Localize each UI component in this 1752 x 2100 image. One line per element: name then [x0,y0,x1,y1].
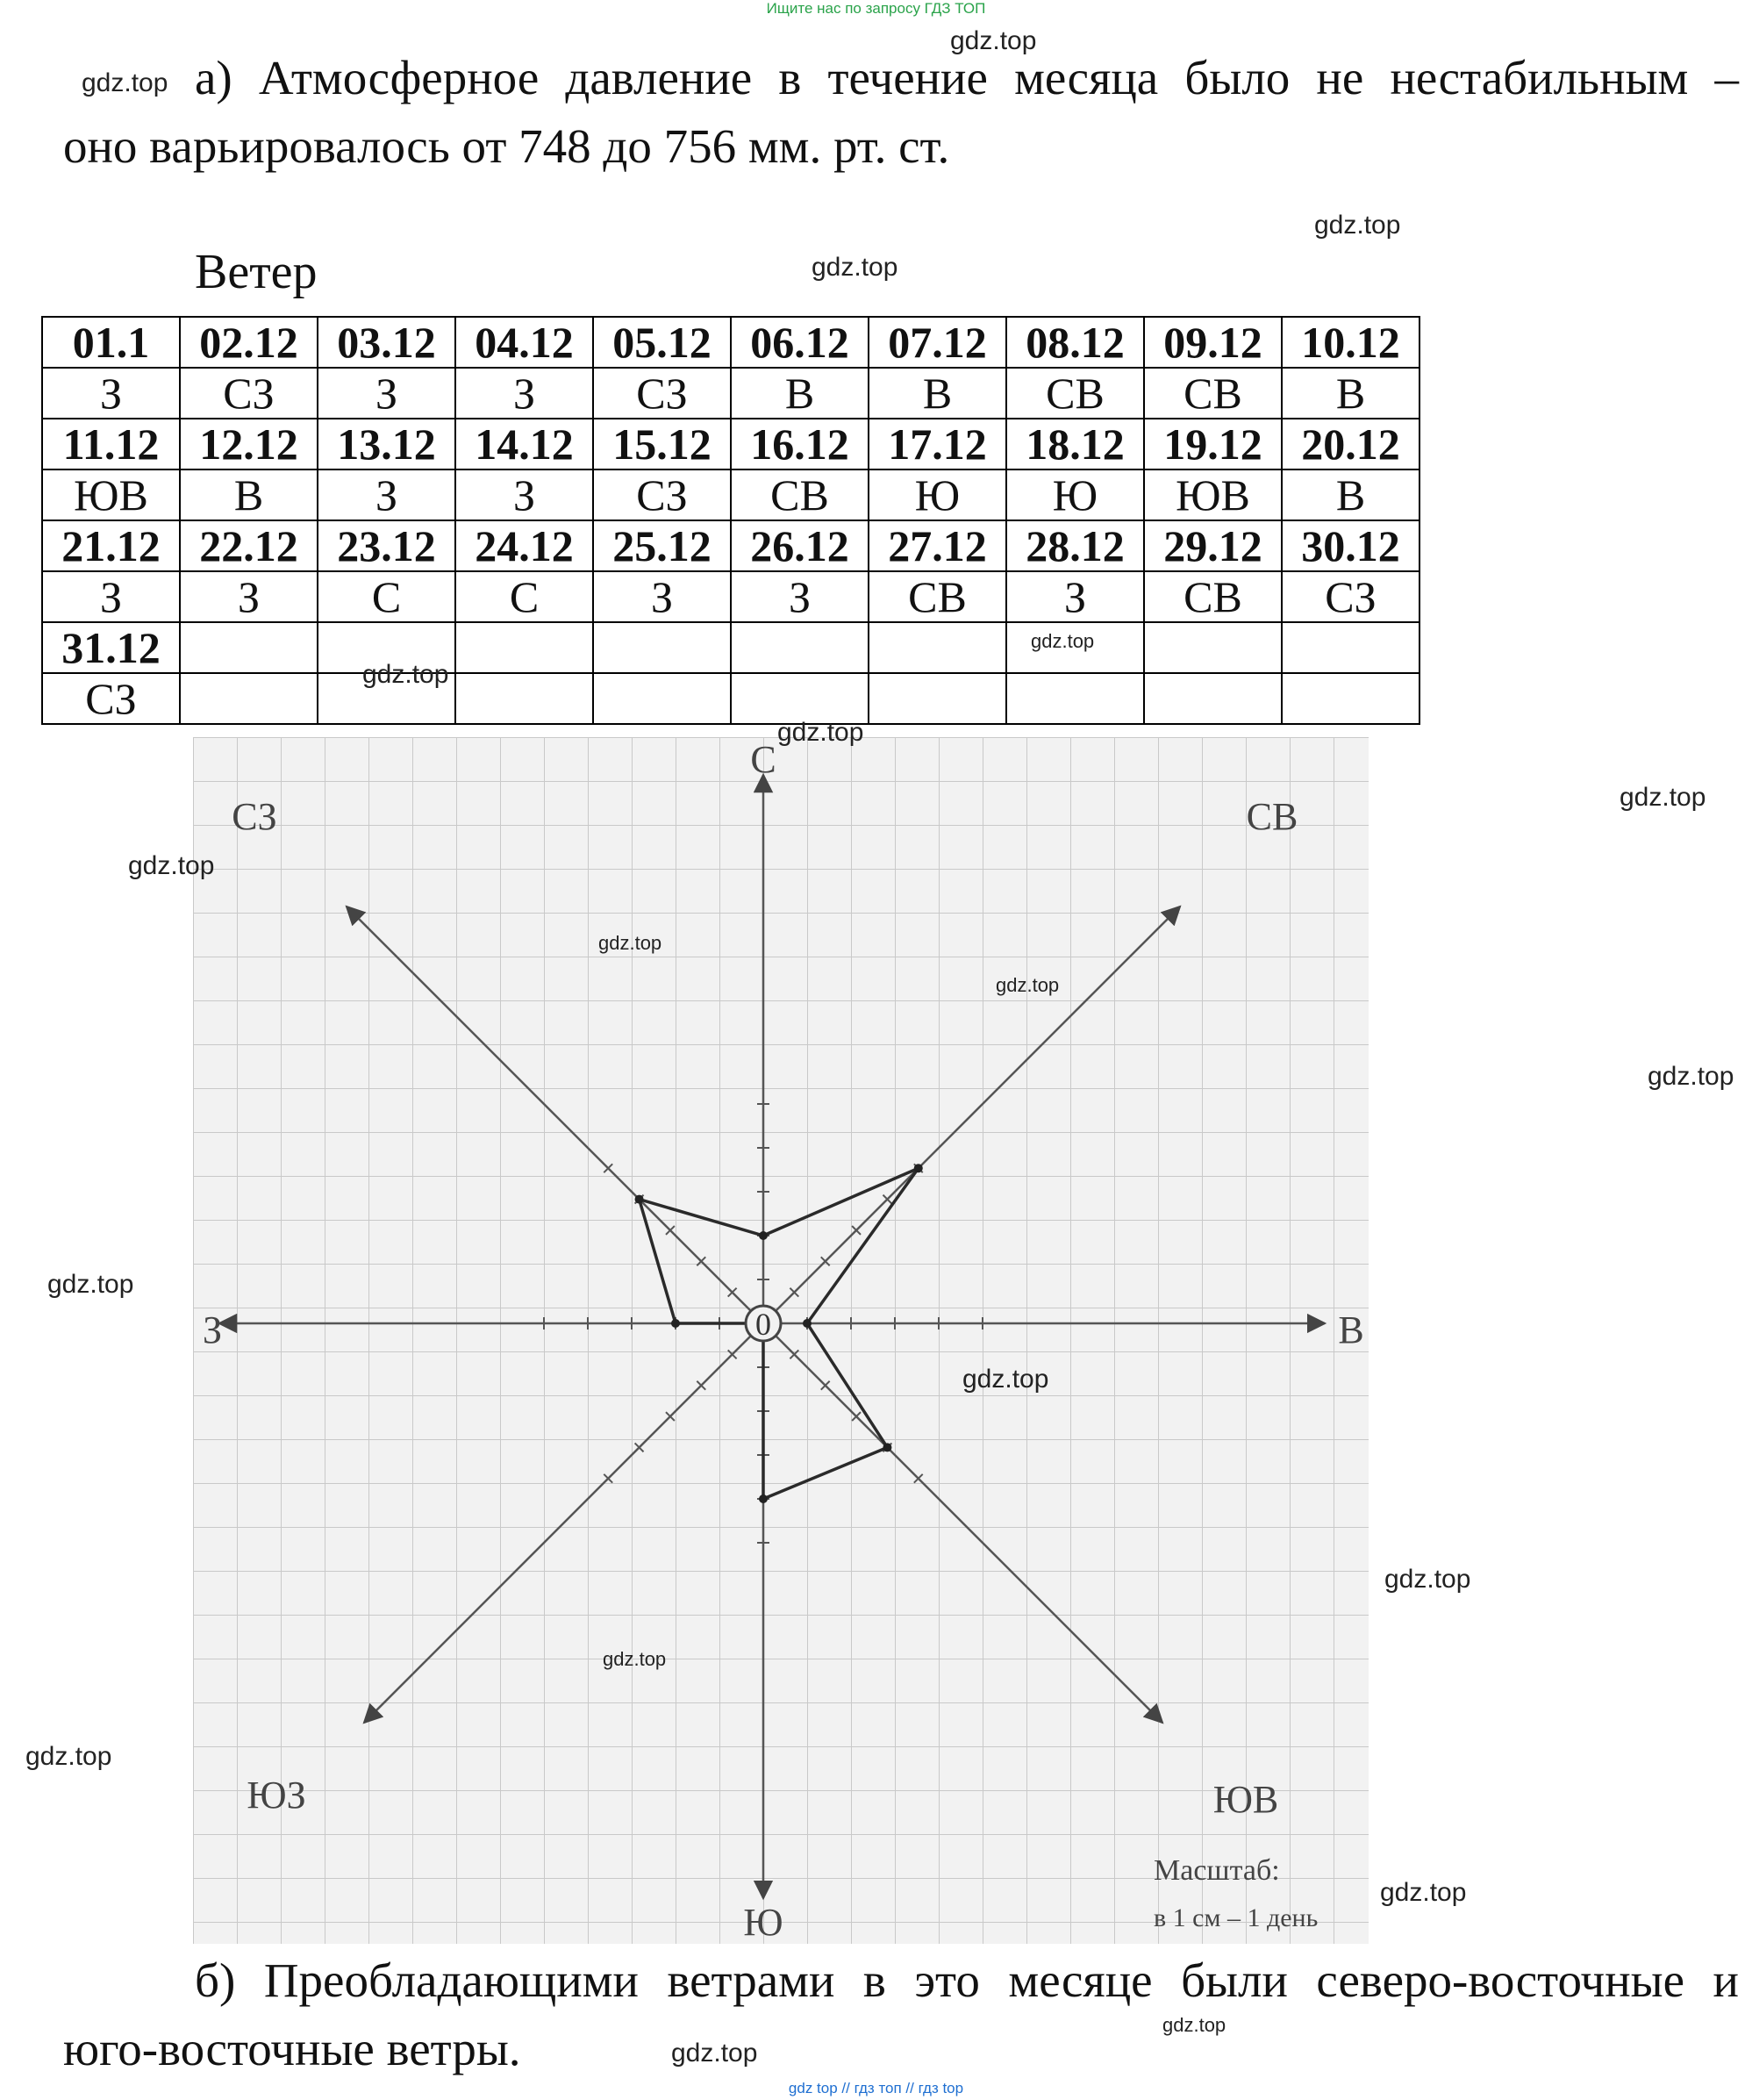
wind-table-direction-row [42,673,1419,724]
axis-label-s: Ю [743,1901,783,1944]
watermark[interactable]: gdz.top [47,1270,134,1299]
wind-table-date-cell: 29.12 [1144,520,1282,571]
wind-table-date-cell [731,622,869,673]
watermark[interactable]: gdz.top [362,660,449,689]
wind-table-direction-cell: СЗ [180,368,318,419]
watermark[interactable]: gdz.top [777,718,864,747]
wind-table-direction-cell: З [455,368,593,419]
center-label: 0 [755,1307,771,1342]
wind-table-direction-cell: В [1282,469,1419,520]
axis-label-ne: СВ [1246,795,1298,838]
wind-table-date-cell: 11.12 [42,419,180,469]
wind-table-date-cell [593,622,731,673]
wind-table-direction-cell [869,673,1006,724]
watermark[interactable]: gdz.top [1380,1878,1467,1907]
part-a-paragraph [63,44,1739,181]
wind-table-date-cell [455,622,593,673]
wind-table-direction-cell: З [180,571,318,622]
wind-rose-point-ne [914,1164,923,1172]
wind-table-direction-cell: З [318,469,455,520]
axis-label-nw: СЗ [232,795,277,838]
wind-table-direction-cell [1282,673,1419,724]
wind-rose-point-w [671,1319,680,1328]
watermark[interactable]: gdz.top [812,253,898,282]
watermark[interactable]: gdz.top [598,932,662,954]
wind-table-date-cell: 31.12 [42,622,180,673]
wind-table-direction-cell: В [869,368,1006,419]
axis-label-se: ЮВ [1212,1778,1279,1821]
part-b-paragraph [63,1946,1739,2083]
wind-table-date-cell: 14.12 [455,419,593,469]
watermark[interactable]: gdz.top [1384,1565,1471,1594]
wind-table-direction-cell [1006,673,1144,724]
scale-value: в 1 см – 1 день [1154,1903,1319,1932]
wind-table-date-cell: 02.12 [180,317,318,368]
wind-table-direction-cell: СЗ [42,673,180,724]
wind-table-date-cell: 04.12 [455,317,593,368]
wind-table-direction-cell: Ю [869,469,1006,520]
wind-table-date-cell: 01.1 [42,317,180,368]
wind-table-direction-cell: С [455,571,593,622]
wind-table-date-cell: 30.12 [1282,520,1419,571]
wind-table-direction-cell: С [318,571,455,622]
wind-rose-chart [193,737,1369,1944]
wind-rose-point-se [883,1443,891,1451]
watermark[interactable]: gdz.top [82,68,168,97]
wind-table-direction-row [42,571,1419,622]
bottom-banner[interactable]: gdz top // гдз топ // гдз top [788,2080,964,2096]
wind-table-direction-cell [455,673,593,724]
axis-label-e: В [1338,1308,1364,1351]
scale-label: Масштаб: [1154,1854,1280,1887]
watermark[interactable]: gdz.top [1314,211,1401,240]
wind-table-date-cell: 15.12 [593,419,731,469]
wind-table-direction-cell: З [593,571,731,622]
wind-table-direction-cell: В [180,469,318,520]
watermark[interactable]: gdz.top [1620,783,1706,812]
wind-table-direction-cell: З [42,571,180,622]
wind-table-direction-cell [180,673,318,724]
watermark[interactable]: gdz.top [1648,1062,1734,1091]
wind-table-date-cell: 16.12 [731,419,869,469]
wind-rose-point-nw [635,1195,644,1204]
wind-table [41,316,1420,725]
wind-table-date-cell: 20.12 [1282,419,1419,469]
wind-table-date-cell: 23.12 [318,520,455,571]
part-b-line-2: юго-восточные ветры. [63,2022,521,2075]
wind-table-date-cell: 05.12 [593,317,731,368]
wind-table-direction-cell: СВ [1144,571,1282,622]
wind-table-date-cell: 13.12 [318,419,455,469]
watermark[interactable]: gdz.top [1162,2014,1226,2036]
wind-table-date-row [42,520,1419,571]
axis-label-w: З [202,1308,223,1351]
wind-table-date-row [42,317,1419,368]
part-a-line-1: а) Атмосферное давление в течение месяца было не нестабильным – [195,51,1739,104]
wind-table-direction-cell: Ю [1006,469,1144,520]
wind-table-direction-cell: СЗ [593,469,731,520]
wind-table-date-cell [1282,622,1419,673]
wind-table-date-cell: 12.12 [180,419,318,469]
wind-table-direction-cell: СВ [731,469,869,520]
wind-table-direction-row [42,368,1419,419]
wind-table-date-cell [180,622,318,673]
watermark[interactable]: gdz.top [671,2039,758,2068]
wind-table-date-cell: 26.12 [731,520,869,571]
wind-table-direction-cell: З [1006,571,1144,622]
wind-table-title: Ветер [195,245,318,299]
wind-table-direction-cell: З [455,469,593,520]
watermark[interactable]: gdz.top [128,851,215,880]
wind-table-direction-cell: СВ [1144,368,1282,419]
watermark[interactable]: gdz.top [996,974,1060,996]
wind-table-date-cell [869,622,1006,673]
axis-label-sw: ЮЗ [247,1774,306,1817]
watermark[interactable]: gdz.top [25,1742,112,1771]
wind-table-date-cell: 06.12 [731,317,869,368]
wind-table-direction-cell [1144,673,1282,724]
watermark[interactable]: gdz.top [950,26,1037,55]
wind-table-direction-cell [731,673,869,724]
wind-table-date-cell: 25.12 [593,520,731,571]
wind-rose-point-e [803,1319,812,1328]
part-b-line-1: б) Преобладающими ветрами в это месяце были северо-восточные и [195,1953,1739,2007]
wind-table-date-cell: 21.12 [42,520,180,571]
wind-table-direction-cell: СВ [1006,368,1144,419]
top-banner[interactable]: Ищите нас по запросу ГДЗ ТОП [766,0,986,17]
wind-table-direction-row [42,469,1419,520]
wind-table-direction-cell: В [1282,368,1419,419]
wind-table-date-cell [1144,622,1282,673]
wind-table-direction-cell [593,673,731,724]
wind-table-direction-cell: З [42,368,180,419]
wind-table-date-row [42,622,1419,673]
wind-table-date-cell: 24.12 [455,520,593,571]
wind-table-date-row [42,419,1419,469]
wind-table-date-cell: 07.12 [869,317,1006,368]
wind-table-date-cell: 28.12 [1006,520,1144,571]
wind-table-direction-cell: СЗ [593,368,731,419]
wind-table-direction-cell: ЮВ [1144,469,1282,520]
wind-table-date-cell: 17.12 [869,419,1006,469]
wind-table-date-cell: 27.12 [869,520,1006,571]
wind-table-date-cell: 09.12 [1144,317,1282,368]
wind-table-date-cell: 18.12 [1006,419,1144,469]
wind-rose [193,737,1369,1944]
wind-table-direction-cell: З [318,368,455,419]
wind-table-date-cell: 08.12 [1006,317,1144,368]
axis-label-n: С [750,738,776,781]
wind-table-date-cell: 03.12 [318,317,455,368]
wind-table-date-cell: 19.12 [1144,419,1282,469]
wind-table-direction-cell: В [731,368,869,419]
wind-rose-point-n [759,1231,768,1240]
wind-table-date-cell: 10.12 [1282,317,1419,368]
wind-table-direction-cell: СЗ [1282,571,1419,622]
watermark[interactable]: gdz.top [962,1365,1049,1394]
wind-table-direction-cell: СВ [869,571,1006,622]
watermark[interactable]: gdz.top [1031,630,1095,652]
part-a-line-2: оно варьировалось от 748 до 756 мм. рт. ст. [63,119,950,173]
wind-table-date-cell: 22.12 [180,520,318,571]
wind-rose-point-s [759,1494,768,1503]
watermark[interactable]: gdz.top [603,1648,667,1670]
wind-table-direction-cell: ЮВ [42,469,180,520]
wind-table-direction-cell: З [731,571,869,622]
